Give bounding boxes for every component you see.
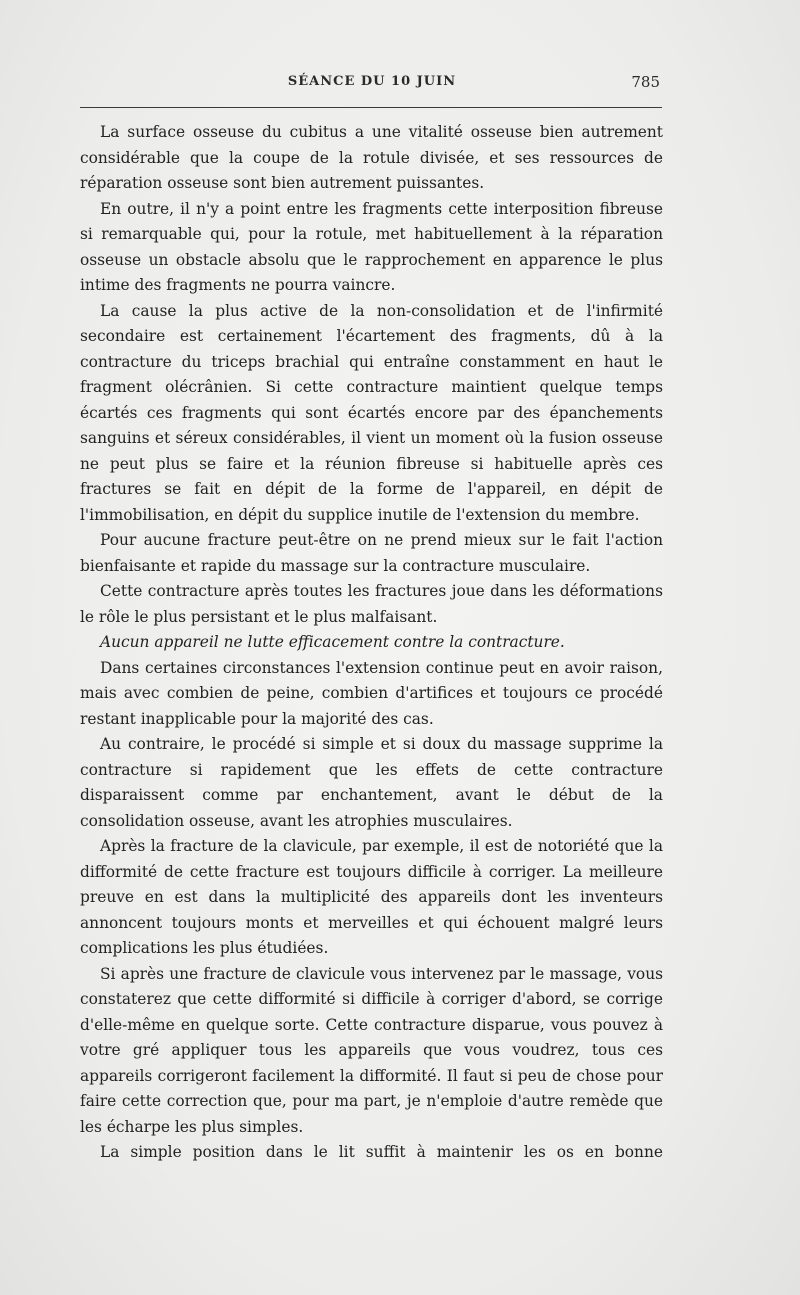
header-rule — [80, 107, 662, 108]
paragraph: Dans certaines circonstances l'extension continue peut en avoir raison, mais avec combien de peine, combien d'artifices et toujours ce procédé restant inapplicable pour la majorité des cas. — [80, 658, 663, 728]
paragraph: Si après une fracture de clavicule vous intervenez par le massage, vous constaterez que cette difformité si difficile à corriger d'abord, se corrige d'elle-même en quelque sorte. Cette contracture disparue, vous pouvez à votre gré appliquer tous les appareils que vous voudrez, tous ces appareils corrigeront facilement la difformité. Il faut si peu de chose pour faire cette correction que, pour ma part, je n'emploie d'autre remède que les écharpe les plus simples. — [80, 964, 663, 1136]
paragraph: La simple position dans le lit suffit à maintenir les os en bonne — [100, 1143, 663, 1161]
running-head — [80, 66, 664, 90]
paragraph: Pour aucune fracture peut-être on ne prend mieux sur le fait l'action bienfaisante et rapide du massage sur la contracture musculaire. — [80, 531, 663, 575]
body-text — [80, 120, 663, 1166]
running-title: SÉANCE DU 10 JUIN — [287, 74, 457, 89]
italic-paragraph: Aucun appareil ne lutte efficacement contre la contracture. — [100, 633, 565, 651]
paragraph: Cette contracture après toutes les fractures joue dans les déformations le rôle le plus persistant et le plus malfaisant. — [80, 582, 663, 626]
paragraph: En outre, il n'y a point entre les fragments cette interposition fibreuse si remarquable qui, pour la rotule, met habituellement à la réparation osseuse un obstacle absolu que le rapprochement en apparence le plus intime des fragments ne pourra vaincre. — [80, 199, 663, 294]
paragraph: La surface osseuse du cubitus a une vitalité osseuse bien autrement considérable que la coupe de la rotule divisée, et ses ressources de réparation osseuse sont bien autrement puissantes. — [80, 123, 663, 192]
page-number: 785 — [631, 73, 660, 91]
paragraph: Au contraire, le procédé si simple et si doux du massage supprime la contracture si rapidement que les effets de cette contracture disparaissent comme par enchantement, avant le début de la consolidation osseuse, avant les atrophies musculaires. — [80, 735, 663, 830]
paragraph: La cause la plus active de la non-consolidation et de l'infirmité secondaire est certainement l'écartement des fragments, dû à la contracture du triceps brachial qui entraîne constamment en haut le fragment olécrânien. Si cette contracture maintient quelque temps écartés ces fragments qui sont écartés encore par des épanchements sanguins et séreux considérables, il vient un moment où la fusion osseuse ne peut plus se faire et la réunion fibreuse si habituelle après ces fractures se fait en dépit de la forme de l'appareil, en dépit de l'immobilisation, en dépit du supplice inutile de l'extension du membre. — [80, 301, 663, 524]
paragraph: Après la fracture de la clavicule, par exemple, il est de notoriété que la difformité de cette fracture est toujours difficile à corriger. La meilleure preuve en est dans la multiplicité des appareils dont les inventeurs annoncent toujours monts et merveilles et qui échouent malgré leurs complications les plus étudiées. — [80, 837, 663, 957]
